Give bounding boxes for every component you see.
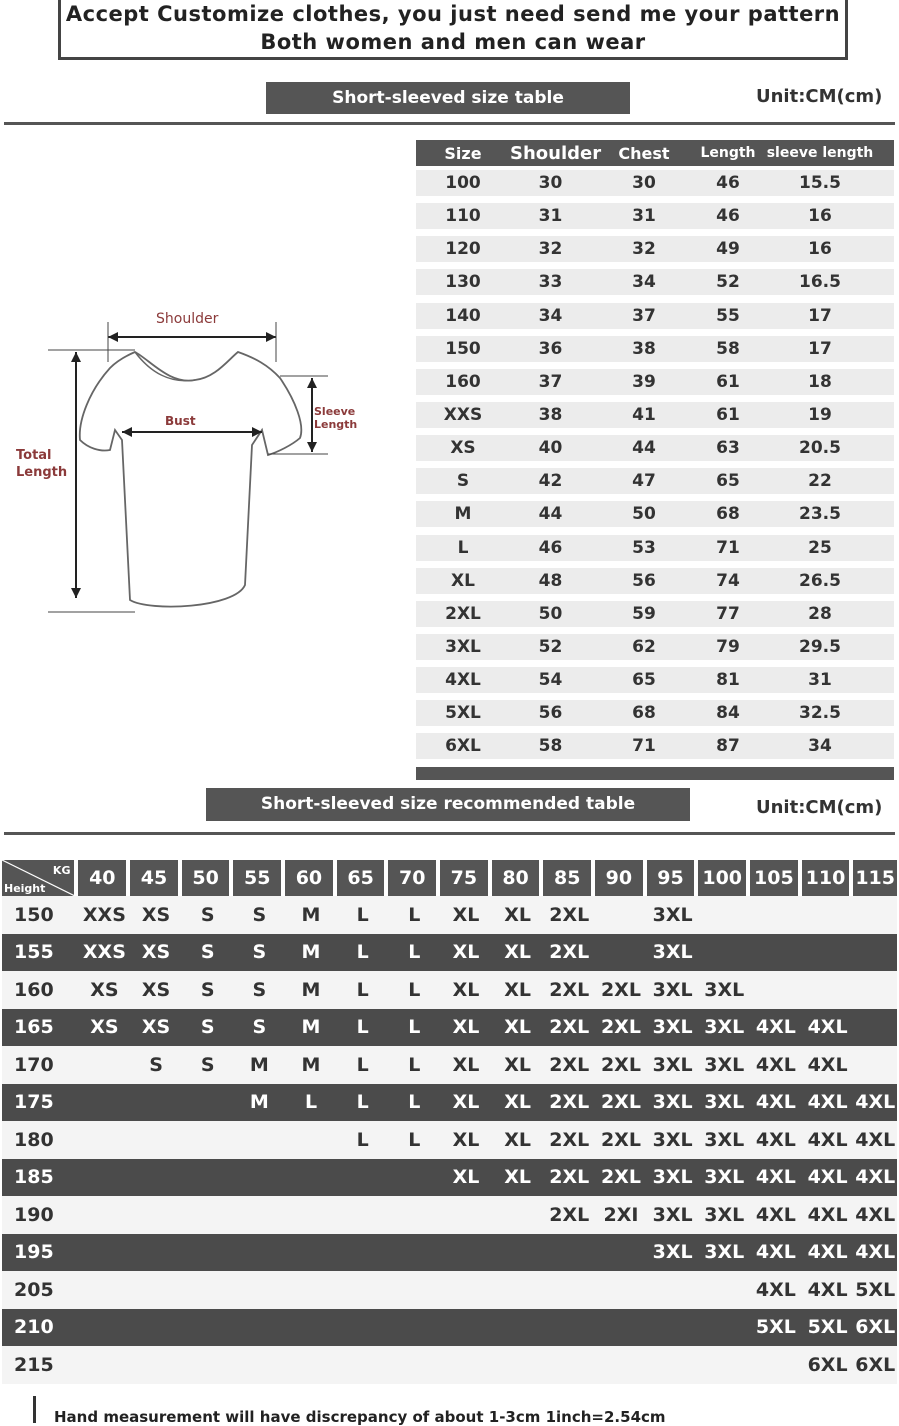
kg-header-cell: 80	[492, 860, 540, 896]
table-cell: 32	[632, 239, 656, 260]
kg-header-cell: 75	[440, 860, 488, 896]
table-row	[416, 236, 894, 262]
table-cell: 42	[538, 471, 563, 492]
kg-header-cell: 100	[698, 860, 746, 896]
kg-header-cell: 60	[285, 860, 333, 896]
kg-header-cell: 55	[233, 860, 281, 896]
table-cell: 48	[538, 570, 563, 591]
size-cell: 2XL	[549, 903, 590, 926]
kg-axis-label: KG	[52, 864, 71, 877]
table-cell: L	[457, 537, 469, 558]
table-cell: 26.5	[799, 570, 841, 591]
size-cell: 2XL	[549, 1128, 590, 1151]
table-row	[416, 733, 894, 759]
table-row	[2, 1009, 897, 1047]
size-cell: M	[301, 903, 321, 926]
size-cell: XL	[504, 1128, 532, 1151]
table-cell: 56	[538, 703, 563, 724]
size-cell: 3XL	[652, 1053, 693, 1076]
table-cell: 31	[808, 670, 832, 691]
kg-header-cell: 95	[647, 860, 695, 896]
size-cell: L	[304, 1091, 318, 1114]
size-cell: 3XL	[704, 1166, 745, 1189]
size-cell: XL	[452, 1166, 480, 1189]
height-cell: 180	[14, 1128, 54, 1151]
section-divider-2	[4, 832, 895, 835]
table-cell: 41	[632, 404, 656, 425]
table-row	[416, 601, 894, 627]
table-cell: 44	[538, 504, 563, 525]
size-cell: 2XI	[603, 1203, 639, 1226]
size-cell: 3XL	[704, 1091, 745, 1114]
table-cell: 74	[716, 570, 740, 591]
table-cell: 31	[538, 206, 563, 227]
size-cell: XS	[141, 978, 171, 1001]
table-cell: 140	[445, 305, 481, 326]
table-cell: XL	[451, 570, 475, 591]
table-cell: 71	[632, 736, 656, 757]
table-cell: 160	[445, 371, 481, 392]
size-cell: 2XL	[600, 1166, 641, 1189]
size-cell: XS	[90, 1016, 119, 1039]
size-cell: XL	[452, 941, 480, 964]
table-cell: 81	[716, 670, 740, 691]
table-cell: 37	[632, 305, 656, 326]
size-cell: L	[356, 941, 369, 964]
table-cell: 34	[632, 272, 656, 293]
size-cell: 2XL	[549, 1203, 590, 1226]
table-cell: 30	[538, 173, 563, 193]
size-cell: XL	[504, 1053, 532, 1076]
header-sleeve-length: sleeve length	[766, 145, 874, 161]
table-cell: 87	[716, 736, 740, 757]
top-banner	[58, 0, 848, 60]
size-cell: L	[356, 1053, 369, 1076]
table-cell: 4XL	[445, 670, 481, 691]
table-cell: 130	[445, 272, 481, 293]
table-cell: 5XL	[445, 703, 481, 724]
size-cell: XS	[141, 903, 171, 926]
table-row	[2, 1046, 897, 1084]
header-chest: Chest	[618, 143, 670, 163]
table-cell: 46	[716, 173, 740, 193]
size-cell: 3XL	[704, 978, 745, 1001]
size-cell: 4XL	[855, 1166, 896, 1189]
size-cell: 4XL	[755, 1241, 796, 1264]
table-cell: 50	[632, 504, 656, 525]
size-cell: 4XL	[855, 1091, 896, 1114]
total-length-label: Total Length	[16, 448, 68, 480]
size-table-title: Short-sleeved size table	[266, 82, 630, 114]
table-row	[416, 568, 894, 594]
table-cell: 38	[538, 404, 563, 425]
table-row	[2, 934, 897, 972]
table-row	[416, 435, 894, 461]
size-cell: 3XL	[652, 1166, 693, 1189]
size-cell: S	[200, 1016, 215, 1039]
kg-header-cell: 85	[543, 860, 591, 896]
size-cell: 3XL	[652, 1016, 693, 1039]
kg-header-cell: 50	[182, 860, 230, 896]
table-cell: 40	[538, 438, 563, 459]
table-cell: 17	[808, 338, 832, 359]
table-cell: 32	[538, 239, 563, 260]
size-cell: S	[252, 941, 267, 964]
size-cell: 3XL	[652, 1128, 693, 1151]
height-cell: 195	[14, 1241, 54, 1264]
size-cell: XL	[504, 1016, 532, 1039]
size-cell: L	[356, 1128, 369, 1151]
size-cell: 4XL	[855, 1241, 896, 1264]
size-cell: L	[356, 978, 369, 1001]
size-cell: S	[200, 1053, 215, 1076]
size-cell: 3XL	[704, 1128, 745, 1151]
size-cell: 3XL	[652, 1091, 693, 1114]
table-row	[416, 303, 894, 329]
table-cell: 39	[632, 371, 656, 392]
size-cell: 4XL	[807, 1091, 848, 1114]
kg-header-cell: 40	[78, 860, 126, 896]
table-cell: 110	[445, 206, 481, 227]
bust-label: Bust	[165, 414, 196, 428]
size-cell: XL	[452, 978, 480, 1001]
size-cell: 3XL	[652, 1203, 693, 1226]
table-cell: 16	[808, 206, 832, 227]
table-row	[2, 1084, 897, 1122]
table-cell: 58	[538, 736, 563, 757]
size-cell: 2XL	[549, 1091, 590, 1114]
size-cell: 2XL	[549, 1016, 590, 1039]
table-cell: 2XL	[445, 603, 481, 624]
size-cell: 2XL	[549, 1053, 590, 1076]
size-cell: L	[408, 941, 421, 964]
table-row	[2, 1196, 897, 1234]
size-cell: S	[200, 903, 215, 926]
table-cell: 6XL	[445, 736, 481, 757]
size-cell: M	[249, 1091, 269, 1114]
size-cell: 5XL	[755, 1316, 796, 1339]
table-cell: 68	[632, 703, 656, 724]
size-table	[416, 140, 894, 780]
table-cell: 65	[632, 670, 656, 691]
table-cell: 46	[538, 537, 563, 558]
shoulder-label: Shoulder	[156, 311, 219, 327]
size-cell: 4XL	[807, 1203, 848, 1226]
table-cell: 120	[445, 239, 481, 260]
table-cell: 49	[716, 239, 740, 260]
size-cell: L	[408, 978, 421, 1001]
size-cell: XL	[452, 1053, 480, 1076]
height-cell: 210	[14, 1316, 54, 1339]
height-cell: 155	[14, 941, 54, 964]
size-cell: 3XL	[704, 1016, 745, 1039]
size-cell: 3XL	[652, 978, 693, 1001]
size-cell: 2XL	[549, 1166, 590, 1189]
size-cell: S	[200, 978, 215, 1001]
size-cell: L	[356, 1016, 369, 1039]
size-cell: M	[301, 941, 321, 964]
size-cell: L	[408, 1053, 421, 1076]
height-cell: 175	[14, 1091, 54, 1114]
size-cell: 4XL	[755, 1053, 796, 1076]
size-cell: XL	[452, 903, 480, 926]
rec-table	[2, 860, 897, 1384]
size-cell: S	[252, 978, 267, 1001]
table-cell: 29.5	[799, 636, 841, 657]
size-cell: 4XL	[807, 1166, 848, 1189]
size-cell: M	[301, 978, 321, 1001]
size-cell: M	[301, 1016, 321, 1039]
table-row	[416, 269, 894, 295]
table-cell: 54	[538, 670, 563, 691]
table-row	[2, 896, 897, 934]
size-cell: 4XL	[807, 1016, 848, 1039]
size-cell: 2XL	[600, 1016, 641, 1039]
size-cell: 4XL	[755, 1128, 796, 1151]
size-cell: 4XL	[807, 1241, 848, 1264]
table-cell: 23.5	[799, 504, 841, 525]
size-cell: 2XL	[600, 1053, 641, 1076]
table-cell: M	[454, 504, 472, 525]
table-cell: 50	[538, 603, 563, 624]
rec-table-unit: Unit:CM(cm)	[756, 797, 883, 818]
table-cell: 59	[632, 603, 656, 624]
table-cell: 68	[716, 504, 740, 525]
size-cell: 4XL	[755, 1278, 796, 1301]
table-cell: 37	[538, 371, 563, 392]
kg-header-cell: 110	[802, 860, 850, 896]
table-cell: 61	[716, 404, 740, 425]
table-cell: 65	[716, 471, 740, 492]
table-cell: 16	[808, 239, 832, 260]
height-cell: 170	[14, 1053, 54, 1076]
size-cell: L	[408, 1091, 421, 1114]
size-cell: L	[408, 903, 421, 926]
size-cell: M	[249, 1053, 269, 1076]
table-row	[416, 369, 894, 395]
table-cell: 20.5	[799, 438, 841, 459]
size-cell: 6XL	[807, 1353, 848, 1376]
table-row	[416, 501, 894, 527]
height-cell: 150	[14, 903, 54, 926]
table-row	[416, 634, 894, 660]
table-cell: 16.5	[799, 272, 841, 293]
rec-table-body	[2, 896, 897, 1384]
size-cell: XXS	[82, 903, 126, 926]
size-cell: XL	[504, 1166, 532, 1189]
table-row	[416, 468, 894, 494]
table-cell: 3XL	[445, 636, 481, 657]
size-cell: 4XL	[855, 1203, 896, 1226]
table-row	[2, 1309, 897, 1347]
table-cell: 79	[716, 636, 740, 657]
table-cell: 18	[808, 371, 832, 392]
size-cell: 3XL	[652, 1241, 693, 1264]
table-cell: 63	[716, 438, 740, 459]
size-table-footer-bar	[416, 767, 894, 780]
table-row	[416, 170, 894, 196]
size-cell: XL	[452, 1091, 480, 1114]
table-row	[2, 1271, 897, 1309]
table-cell: 32.5	[799, 703, 841, 724]
table-cell: 62	[632, 636, 656, 657]
table-cell: 52	[538, 636, 563, 657]
rec-table-header	[2, 860, 897, 896]
size-cell: L	[408, 1128, 421, 1151]
size-cell: 4XL	[755, 1091, 796, 1114]
table-cell: 77	[716, 603, 740, 624]
table-row	[416, 667, 894, 693]
size-cell: XL	[452, 1016, 480, 1039]
rec-table-corner	[2, 860, 74, 896]
table-cell: 61	[716, 371, 740, 392]
size-table-unit: Unit:CM(cm)	[756, 86, 883, 107]
header-shoulder: Shoulder	[510, 142, 602, 164]
size-cell: 3XL	[652, 903, 693, 926]
size-cell: S	[252, 1016, 267, 1039]
table-cell: 53	[632, 537, 656, 558]
size-cell: L	[356, 1091, 369, 1114]
table-cell: 34	[808, 736, 832, 757]
table-cell: 58	[716, 338, 740, 359]
table-row	[2, 1234, 897, 1272]
size-cell: 2XL	[549, 941, 590, 964]
height-cell: 185	[14, 1166, 54, 1189]
table-cell: 84	[716, 703, 740, 724]
kg-header-cell: 115	[853, 860, 897, 896]
table-row	[416, 535, 894, 561]
table-cell: 28	[808, 603, 832, 624]
size-cell: 4XL	[755, 1166, 796, 1189]
footnote-marker	[33, 1396, 36, 1423]
table-cell: 31	[632, 206, 656, 227]
size-cell: XL	[504, 978, 532, 1001]
table-cell: 100	[445, 173, 481, 193]
table-row	[416, 402, 894, 428]
size-cell: 4XL	[755, 1203, 796, 1226]
table-cell: 55	[716, 305, 740, 326]
size-cell: S	[149, 1053, 163, 1076]
size-cell: 4XL	[755, 1016, 796, 1039]
table-cell: 56	[632, 570, 656, 591]
kg-header-cell: 45	[130, 860, 178, 896]
size-cell: 3XL	[704, 1053, 745, 1076]
header-size: Size	[444, 143, 482, 163]
size-cell: 3XL	[704, 1241, 745, 1264]
size-cell: XS	[141, 941, 171, 964]
rec-table-title: Short-sleeved size recommended table	[206, 788, 690, 821]
size-cell: 2XL	[600, 1091, 641, 1114]
table-row	[416, 203, 894, 229]
size-cell: M	[301, 1053, 321, 1076]
height-cell: 160	[14, 978, 54, 1001]
size-cell: 2XL	[600, 978, 641, 1001]
banner-line-2: Both women and men can wear	[260, 30, 646, 54]
height-cell: 215	[14, 1353, 54, 1376]
size-cell: XXS	[82, 941, 126, 964]
table-cell: 30	[632, 173, 656, 193]
size-cell: 6XL	[855, 1353, 896, 1376]
table-row	[416, 700, 894, 726]
table-cell: 44	[632, 438, 656, 459]
table-cell: 34	[538, 305, 563, 326]
size-cell: 3XL	[704, 1203, 745, 1226]
size-cell: 4XL	[855, 1128, 896, 1151]
size-cell: L	[408, 1016, 421, 1039]
size-cell: 4XL	[807, 1278, 848, 1301]
kg-header-cell: 70	[388, 860, 436, 896]
size-cell: 2XL	[549, 978, 590, 1001]
sleeve-length-label: Sleeve Length	[314, 405, 358, 431]
table-row	[416, 336, 894, 362]
size-cell: 5XL	[807, 1316, 848, 1339]
table-cell: XXS	[443, 404, 483, 425]
size-cell: XL	[504, 941, 532, 964]
size-cell: 5XL	[855, 1278, 896, 1301]
section-divider	[4, 122, 895, 125]
table-cell: 47	[632, 471, 656, 492]
size-cell: L	[356, 903, 369, 926]
size-cell: 6XL	[855, 1316, 896, 1339]
table-row	[2, 1346, 897, 1384]
table-row	[2, 1159, 897, 1197]
kg-header-cell: 105	[750, 860, 798, 896]
size-cell: XL	[504, 903, 532, 926]
table-cell: 46	[716, 206, 740, 227]
size-cell: S	[252, 903, 267, 926]
table-cell: 52	[716, 272, 740, 293]
size-cell: XL	[452, 1128, 480, 1151]
table-cell: S	[456, 471, 470, 492]
size-cell: S	[200, 941, 215, 964]
height-cell: 165	[14, 1016, 54, 1039]
size-cell: 4XL	[807, 1053, 848, 1076]
header-length: Length	[700, 145, 756, 161]
size-cell: 2XL	[600, 1128, 641, 1151]
table-cell: 15.5	[799, 173, 841, 193]
height-axis-label: Height	[4, 882, 46, 895]
table-cell: 25	[808, 537, 832, 558]
height-cell: 205	[14, 1278, 54, 1301]
size-cell: 4XL	[807, 1128, 848, 1151]
footnote: Hand measurement will have discrepancy of about 1-3cm 1inch=2.54cm	[54, 1408, 666, 1426]
kg-header-cell: 90	[595, 860, 643, 896]
height-cell: 190	[14, 1203, 54, 1226]
kg-header-cell: 65	[337, 860, 385, 896]
size-cell: XL	[504, 1091, 532, 1114]
table-cell: 17	[808, 305, 832, 326]
table-cell: 150	[445, 338, 481, 359]
size-cell: XS	[141, 1016, 171, 1039]
table-cell: 71	[716, 537, 740, 558]
size-cell: XS	[90, 978, 119, 1001]
table-cell: 33	[538, 272, 563, 293]
table-cell: XS	[450, 438, 476, 459]
table-cell: 22	[808, 471, 832, 492]
size-table-header	[416, 140, 894, 166]
table-row	[2, 971, 897, 1009]
size-cell: 3XL	[652, 941, 693, 964]
banner-line-1: Accept Customize clothes, you just need send me your pattern	[65, 2, 841, 26]
table-cell: 38	[632, 338, 656, 359]
table-cell: 36	[538, 338, 563, 359]
table-row	[2, 1121, 897, 1159]
table-cell: 19	[808, 404, 832, 425]
size-table-body	[416, 170, 894, 759]
